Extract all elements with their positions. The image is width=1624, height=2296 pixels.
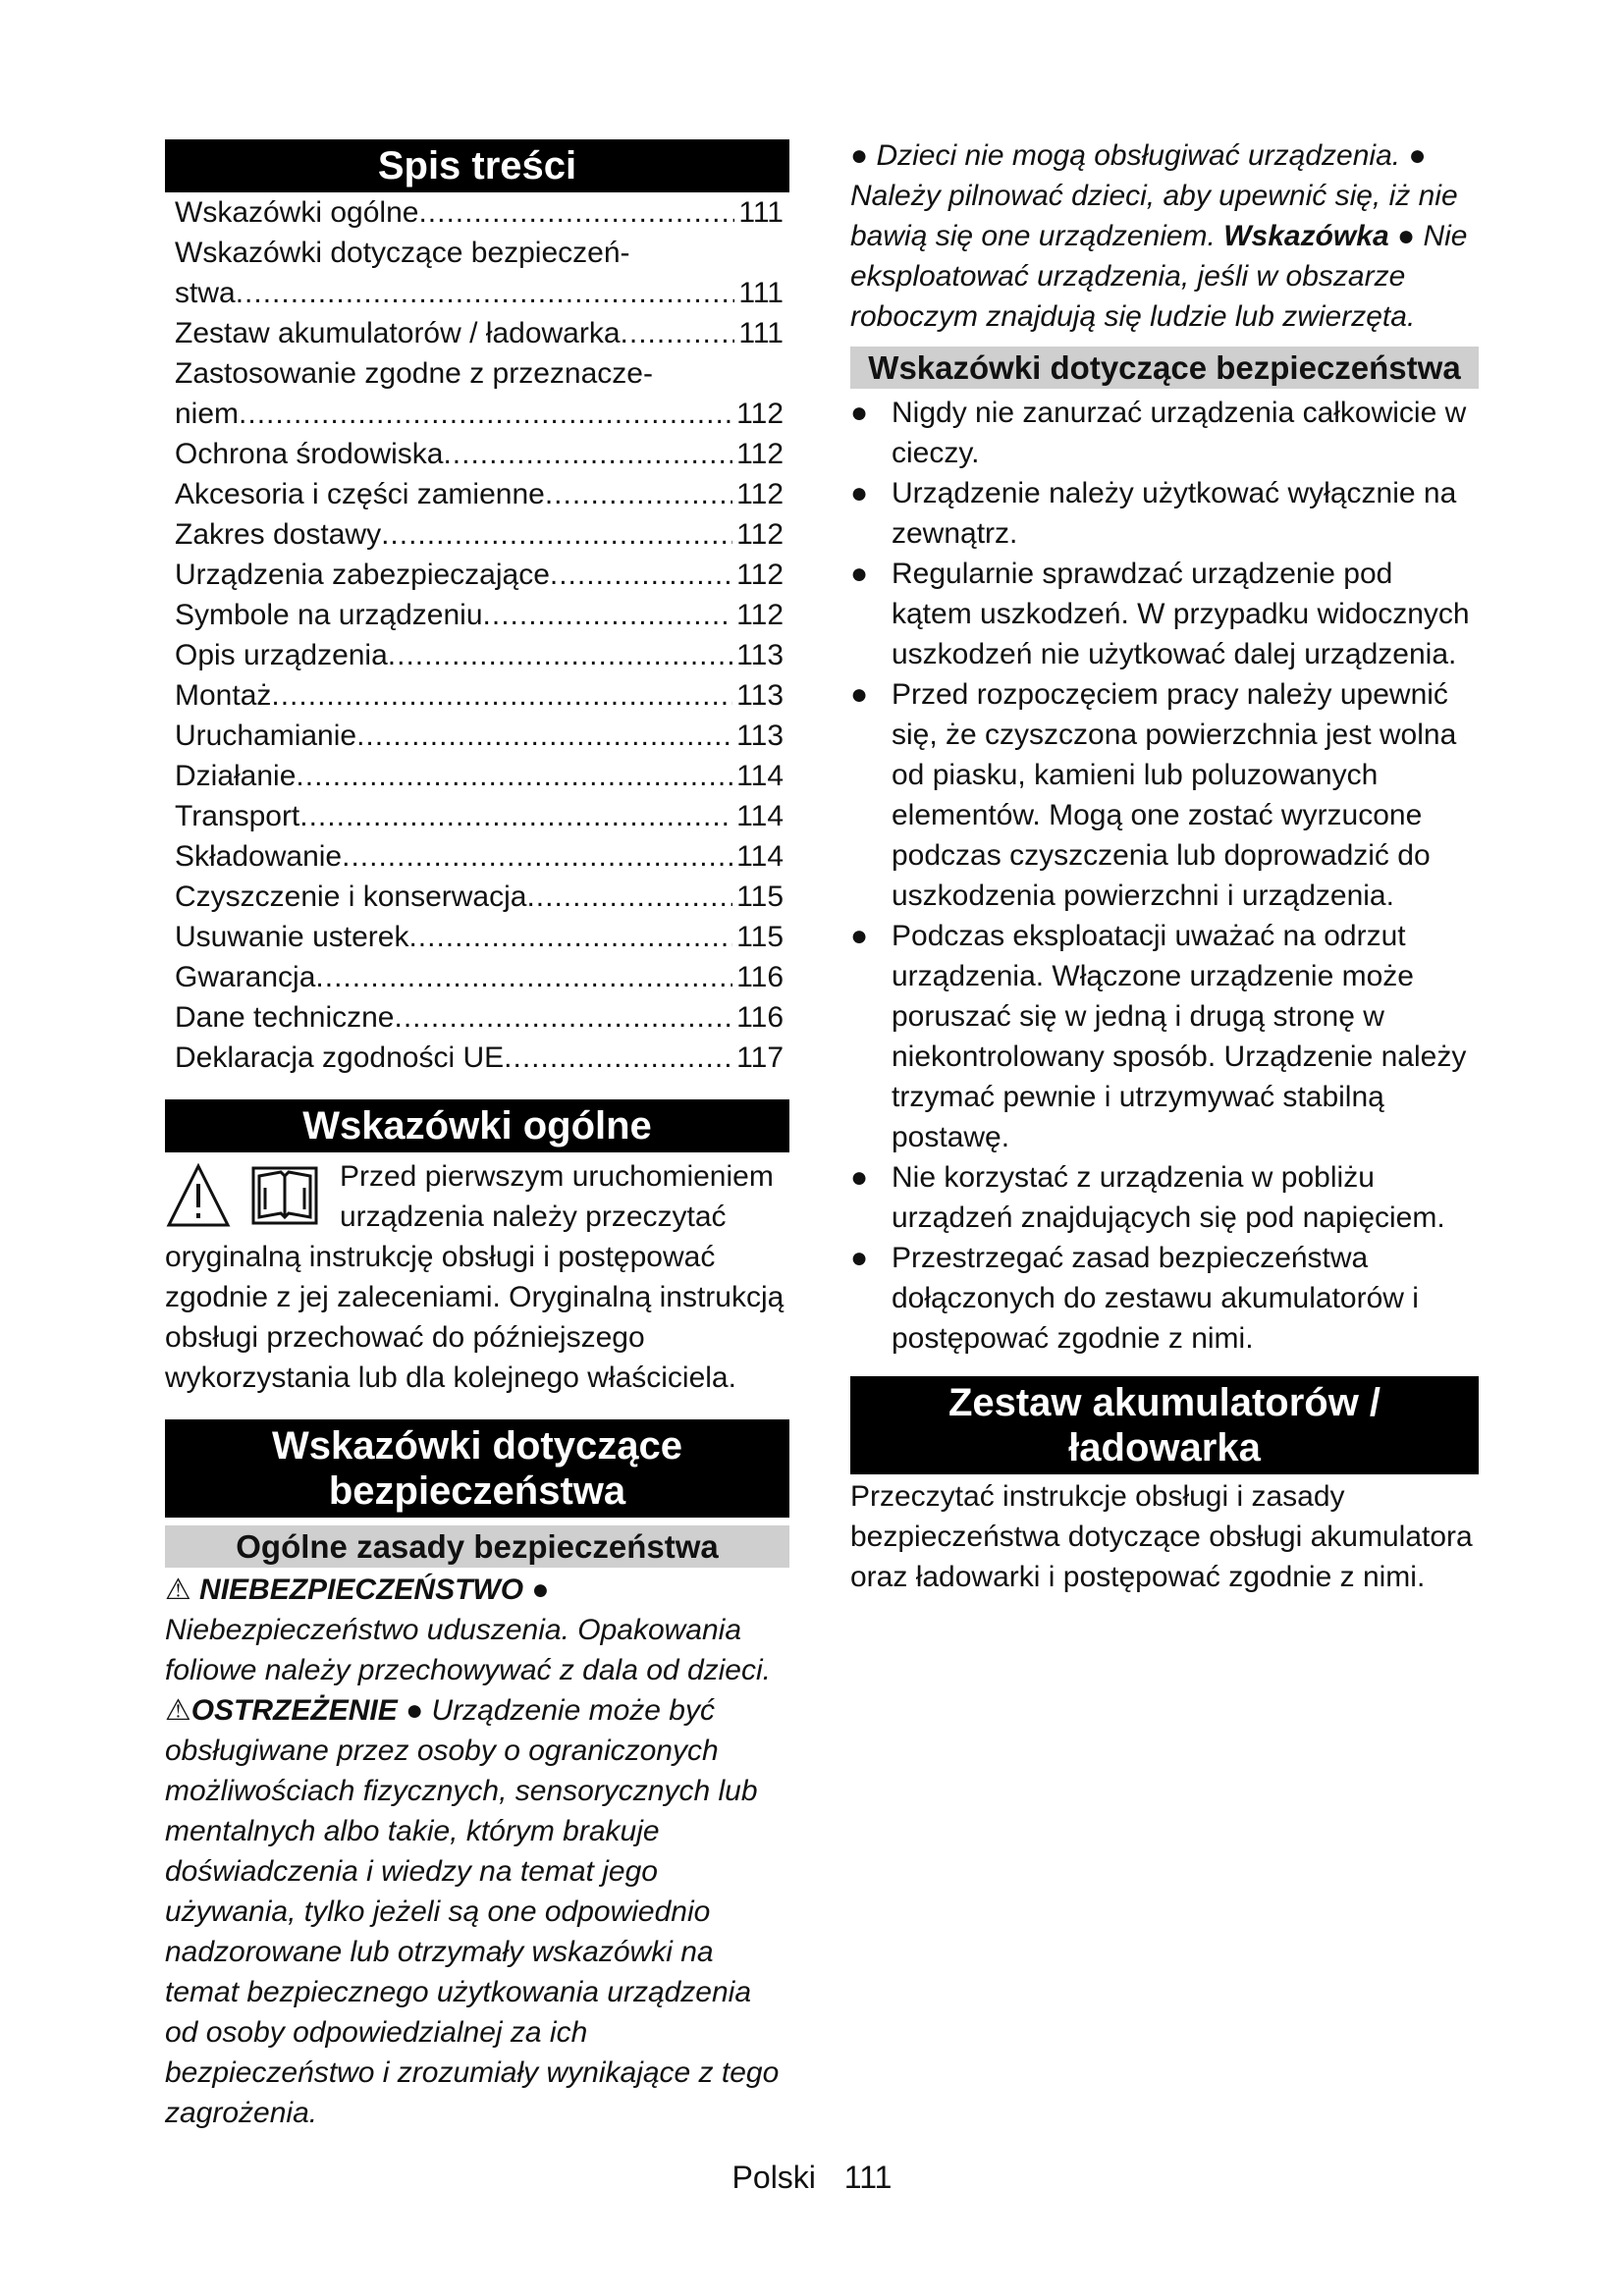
toc-leader-dots: [545, 474, 732, 514]
toc-entry-page: 112: [736, 599, 784, 631]
toc-entry[interactable]: [175, 756, 789, 796]
list-item-text: Przed rozpoczęciem pracy należy upewnić się, że czyszczona powierzchnia jest wolna od piasku, kamieni lub poluzowanych elementów. Mogą one zostać wyrzucone podczas czyszczenia lub doprowadzić do uszkodzenia powierzchni i urządzenia.: [892, 678, 1457, 912]
bullet-icon: ●: [850, 139, 869, 172]
toc-entry-page: 112: [736, 398, 784, 430]
toc-entry[interactable]: [175, 474, 789, 514]
warning-text: Urządzenie może być obsługiwane przez osoby o ograniczonych możliwościach fizycznych, sensorycznych lub mentalnych albo takie, którym brakuje doświadczenia i wiedzy na temat jego używania, tylko jeżeli są one odpowiednio nadzorowane lub otrzymały wskazówki na temat bezpiecznego użytkowania urządzenia od osoby odpowiedzialnej za ich bezpieczeństwo i zrozumiały wynikające z tego zagrożenia.: [165, 1694, 780, 2129]
toc-entry[interactable]: [175, 353, 789, 434]
battery-text: Przeczytać instrukcje obsługi i zasady bezpieczeństwa dotyczące obsługi akumulatora oraz ładowarki i postępować zgodnie z nimi.: [850, 1480, 1473, 1593]
bullet-icon: ●: [850, 477, 869, 509]
toc-entry-page: 112: [736, 559, 784, 591]
list-item: [850, 554, 1479, 674]
toc-entry-row: [175, 514, 789, 555]
toc-entry[interactable]: [175, 434, 789, 474]
toc-entry-page: 112: [736, 478, 784, 510]
toc-entry-row: [175, 1038, 789, 1078]
toc-entry[interactable]: [175, 635, 789, 675]
bullet-icon: ●: [850, 397, 869, 429]
toc-leader-dots: [418, 192, 734, 233]
toc-leader-dots: [504, 1038, 732, 1078]
toc-entry-line: Zastosowanie zgodne z przeznacze-: [175, 357, 653, 390]
toc-entry[interactable]: [175, 877, 789, 917]
safety2-heading: Wskazówki dotyczące bezpieczeństwa: [850, 347, 1479, 389]
toc-entry-row: [175, 796, 789, 836]
toc-entry-title: Symbole na urządzeniu: [175, 599, 483, 631]
toc-entry-page: 116: [736, 1001, 784, 1034]
toc-entry[interactable]: [175, 595, 789, 635]
bullet-icon: ●: [850, 678, 869, 711]
toc-entry-page: 113: [736, 720, 784, 752]
toc-entry[interactable]: [175, 675, 789, 716]
safety-subheading: Ogólne zasady bezpieczeństwa: [165, 1525, 789, 1568]
toc-entry[interactable]: [175, 514, 789, 555]
toc-entry-page: 113: [736, 639, 784, 671]
safety-danger-paragraph: [165, 1570, 789, 2133]
toc-entry-title: Wskazówki ogólne: [175, 196, 419, 229]
toc-entry[interactable]: [175, 233, 789, 313]
note-label: Wskazówka: [1223, 220, 1389, 252]
toc-leader-dots: [299, 796, 732, 836]
toc-entry-row: [175, 192, 789, 233]
toc-entry-title: Gwarancja: [175, 961, 316, 993]
toc-leader-dots: [315, 957, 732, 997]
toc-entry[interactable]: [175, 836, 789, 877]
toc-entry[interactable]: [175, 313, 789, 353]
toc-entry-title: Transport: [175, 800, 300, 832]
toc-entry[interactable]: [175, 997, 789, 1038]
toc-entry-title: Urządzenia zabezpieczające: [175, 559, 550, 591]
children-text-2: Należy pilnować dzieci, aby upewnić się, iż nie bawią się one urządzeniem.: [850, 180, 1458, 252]
toc-entry-row: [175, 957, 789, 997]
toc-entry-page: 112: [736, 518, 784, 551]
list-item-text: Przestrzegać zasad bezpieczeństwa dołączonych do zestawu akumulatorów i postępować zgodnie z nimi.: [892, 1242, 1419, 1355]
toc-entry-row: [175, 877, 789, 917]
table-of-contents: [165, 192, 789, 1078]
toc-leader-dots: [239, 394, 732, 434]
bullet-icon: ●: [850, 920, 869, 952]
toc-entry-page: 111: [738, 277, 784, 309]
bullet-icon: ●: [850, 558, 869, 590]
toc-entry-title: Deklaracja zgodności UE: [175, 1041, 505, 1074]
toc-leader-dots: [443, 434, 732, 474]
toc-entry-title: Usuwanie usterek: [175, 921, 409, 953]
safety-bullet-list: [850, 393, 1479, 1359]
toc-entry-row: [175, 595, 789, 635]
bullet-icon: ●: [406, 1694, 424, 1727]
toc-leader-dots: [271, 675, 732, 716]
toc-entry-row: [175, 474, 789, 514]
toc-entry[interactable]: [175, 957, 789, 997]
bullet-icon: ●: [1396, 220, 1416, 252]
toc-entry-title: Działanie: [175, 760, 297, 792]
toc-entry[interactable]: [175, 1038, 789, 1078]
toc-entry-page: 111: [738, 317, 784, 349]
bullet-icon: ●: [850, 1242, 869, 1274]
toc-entry-page: 116: [736, 961, 784, 993]
bullet-icon: ●: [850, 1161, 869, 1194]
list-item-text: Nie korzystać z urządzenia w pobliżu urządzeń znajdujących się pod napięciem.: [892, 1161, 1445, 1234]
toc-entry-row: [175, 917, 789, 957]
toc-entry-page: 115: [736, 881, 784, 913]
left-column: [165, 139, 789, 2133]
danger-label: NIEBEZPIECZEŃSTWO: [199, 1574, 524, 1606]
toc-entry-title: Opis urządzenia: [175, 639, 388, 671]
list-item-text: Podczas eksploatacji uważać na odrzut urządzenia. Włączone urządzenie może poruszać się w jedną i drugą stronę w niekontrolowany sposób. Urządzenie należy trzymać pewnie i utrzymywać stabilną postawę.: [892, 920, 1467, 1153]
toc-entry-title: Montaż: [175, 679, 272, 712]
toc-entry-page: 112: [736, 438, 784, 470]
warning-manual-icon: [165, 1160, 334, 1231]
toc-entry-row: [175, 394, 789, 434]
page-footer: [0, 2160, 1624, 2196]
toc-entry-row: [175, 273, 789, 313]
toc-entry-title: Czyszczenie i konserwacja: [175, 881, 527, 913]
toc-entry-page: 117: [736, 1041, 784, 1074]
toc-entry-row: [175, 675, 789, 716]
toc-entry[interactable]: [175, 716, 789, 756]
toc-leader-dots: [483, 595, 733, 635]
toc-entry-row: [175, 836, 789, 877]
toc-entry-page: 115: [736, 921, 784, 953]
note-text: Nie eksploatować urządzenia, jeśli w obszarze roboczym znajdują się ludzie lub zwierzęta.: [850, 220, 1468, 333]
toc-entry-page: 113: [736, 679, 784, 712]
toc-entry-title: Zakres dostawy: [175, 518, 382, 551]
toc-entry-title: Zestaw akumulatorów / ładowarka: [175, 317, 621, 349]
right-column: [850, 139, 1479, 1597]
toc-entry-line: Wskazówki dotyczące bezpieczeń-: [175, 237, 630, 269]
toc-entry-title: Akcesoria i części zamienne: [175, 478, 545, 510]
toc-leader-dots: [526, 877, 732, 917]
list-item: [850, 1157, 1479, 1238]
toc-entry-row: [175, 555, 789, 595]
toc-entry-title: niem: [175, 398, 240, 430]
toc-entry-row: [175, 997, 789, 1038]
footer-language: Polski: [731, 2160, 816, 2195]
toc-entry-title: stwa: [175, 277, 236, 309]
general-section: [165, 1156, 789, 1398]
toc-entry-title: Składowanie: [175, 840, 343, 873]
toc-entry-title: Uruchamianie: [175, 720, 357, 752]
toc-leader-dots: [550, 555, 732, 595]
general-heading: Wskazówki ogólne: [165, 1099, 789, 1152]
footer-page-number: 111: [843, 2160, 893, 2195]
list-item-text: Urządzenie należy użytkować wyłącznie na zewnątrz.: [892, 477, 1457, 550]
list-item: [850, 1238, 1479, 1359]
warning-symbol-icon: ⚠: [165, 1694, 191, 1727]
toc-entry-row: [175, 635, 789, 675]
list-item: [850, 473, 1479, 554]
safety-heading: Wskazówki dotyczące bezpieczeństwa: [165, 1419, 789, 1518]
toc-entry-page: 114: [736, 800, 784, 832]
toc-entry-row: [175, 756, 789, 796]
battery-heading: Zestaw akumulatorów / ładowarka: [850, 1376, 1479, 1474]
safety-continued-paragraph: [850, 135, 1479, 337]
list-item-text: Regularnie sprawdzać urządzenie pod kątem uszkodzeń. W przypadku widocznych uszkodzeń nie użytkować dalej urządzenia.: [892, 558, 1470, 670]
toc-entry-title: Dane techniczne: [175, 1001, 395, 1034]
toc-heading: Spis treści: [165, 139, 789, 192]
toc-entry-page: 114: [736, 840, 784, 873]
toc-entry-row: [175, 716, 789, 756]
danger-symbol-icon: ⚠: [165, 1574, 191, 1606]
toc-leader-dots: [408, 917, 732, 957]
toc-entry-title: Ochrona środowiska: [175, 438, 444, 470]
toc-entry-row: [175, 313, 789, 353]
list-item: [850, 393, 1479, 473]
bullet-icon: ●: [531, 1574, 550, 1606]
toc-entry[interactable]: [175, 917, 789, 957]
warning-label: OSTRZEŻENIE: [190, 1694, 398, 1727]
toc-entry-row: [175, 434, 789, 474]
toc-entry-page: 111: [738, 196, 784, 229]
toc-leader-dots: [388, 635, 732, 675]
list-item: [850, 674, 1479, 916]
toc-leader-dots: [296, 756, 732, 796]
toc-leader-dots: [236, 273, 735, 313]
list-item-text: Nigdy nie zanurzać urządzenia całkowicie w cieczy.: [892, 397, 1467, 469]
toc-entry[interactable]: [175, 192, 789, 233]
toc-leader-dots: [394, 997, 732, 1038]
general-text: Przed pierwszym uruchomieniem urządzenia należy przeczytać oryginalną instrukcję obsługi i postępować zgodnie z jej zaleceniami. Oryginalną instrukcją obsługi przechować do późniejszego wykorzystania lub dla kolejnego właściciela.: [165, 1160, 785, 1394]
toc-leader-dots: [356, 716, 732, 756]
children-text-1: Dzieci nie mogą obsługiwać urządzenia.: [876, 139, 1401, 172]
toc-entry[interactable]: [175, 796, 789, 836]
list-item: [850, 916, 1479, 1157]
toc-entry-page: 114: [736, 760, 784, 792]
toc-leader-dots: [621, 313, 735, 353]
toc-leader-dots: [381, 514, 732, 555]
danger-text: Niebezpieczeństwo uduszenia. Opakowania foliowe należy przechowywać z dala od dzieci.: [165, 1614, 771, 1686]
toc-entry[interactable]: [175, 555, 789, 595]
bullet-icon: ●: [1408, 139, 1427, 172]
toc-leader-dots: [342, 836, 732, 877]
